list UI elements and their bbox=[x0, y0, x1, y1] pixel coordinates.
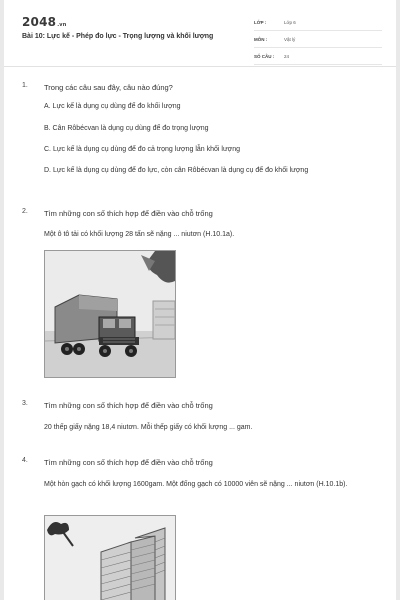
meta-label-count: SỐ CÂU : bbox=[254, 53, 275, 59]
question-text: Trong các câu sau đây, câu nào đúng? bbox=[44, 83, 173, 92]
question-4 bbox=[22, 457, 382, 507]
document-page bbox=[4, 0, 396, 600]
lesson-meta bbox=[254, 14, 382, 65]
truck-image bbox=[45, 251, 175, 377]
meta-label-class: LỚP : bbox=[254, 19, 267, 25]
meta-value-class: Lớp 6 bbox=[284, 19, 296, 25]
question-number: 2. bbox=[22, 208, 28, 215]
question-detail: Một hòn gạch có khối lượng 1600gam. Một đống gạch có 10000 viên sẽ nặng ... niutơn (H.10.1b). bbox=[44, 481, 348, 488]
lesson-title: Bài 10: Lực kế - Phép đo lực - Trọng lượng và khối lượng bbox=[22, 33, 214, 40]
meta-value-subject: Vật lý bbox=[284, 36, 296, 42]
question-number: 1. bbox=[22, 82, 28, 89]
bricks-image bbox=[45, 516, 175, 600]
truck-illustration bbox=[44, 250, 176, 378]
logo-suffix: .vn bbox=[57, 22, 67, 28]
option-a[interactable]: A. Lực kế là dụng cụ dùng để đo khối lượng bbox=[44, 103, 181, 110]
option-d[interactable]: D. Lực kế là dụng cụ dùng để đo lực, còn cân Rôbécvan là dụng cụ để đo khối lượng bbox=[44, 167, 309, 174]
question-3 bbox=[22, 400, 382, 440]
question-number: 3. bbox=[22, 400, 28, 407]
option-b[interactable]: B. Cân Rôbécvan là dụng cụ dùng để đo trọng lượng bbox=[44, 125, 209, 132]
meta-label-subject: MÔN : bbox=[254, 36, 268, 42]
meta-row-class bbox=[254, 14, 382, 31]
question-text: Tìm những con số thích hợp để điền vào chỗ trống bbox=[44, 458, 213, 467]
question-detail: Một ô tô tải có khối lượng 28 tấn sẽ nặng ... niutơn (H.10.1a). bbox=[44, 231, 235, 238]
question-detail: 20 thếp giấy nặng 18,4 niutơn. Mỗi thếp giấy có khối lượng ... gam. bbox=[44, 424, 253, 431]
question-number: 4. bbox=[22, 457, 28, 464]
bricks-illustration bbox=[44, 515, 176, 600]
option-c[interactable]: C. Lực kế là dụng cụ dùng để đo cả trọng lượng lẫn khối lượng bbox=[44, 146, 241, 153]
meta-row-subject bbox=[254, 31, 382, 48]
question-text: Tìm những con số thích hợp để điền vào chỗ trống bbox=[44, 401, 213, 410]
question-text: Tìm những con số thích hợp để điền vào chỗ trống bbox=[44, 209, 213, 218]
logo-main: 2048 bbox=[22, 15, 57, 29]
document-header bbox=[4, 0, 396, 67]
question-2 bbox=[22, 208, 382, 248]
question-1 bbox=[22, 82, 382, 192]
site-logo[interactable] bbox=[22, 15, 67, 29]
meta-row-count bbox=[254, 48, 382, 65]
meta-value-count: 24 bbox=[284, 53, 290, 59]
